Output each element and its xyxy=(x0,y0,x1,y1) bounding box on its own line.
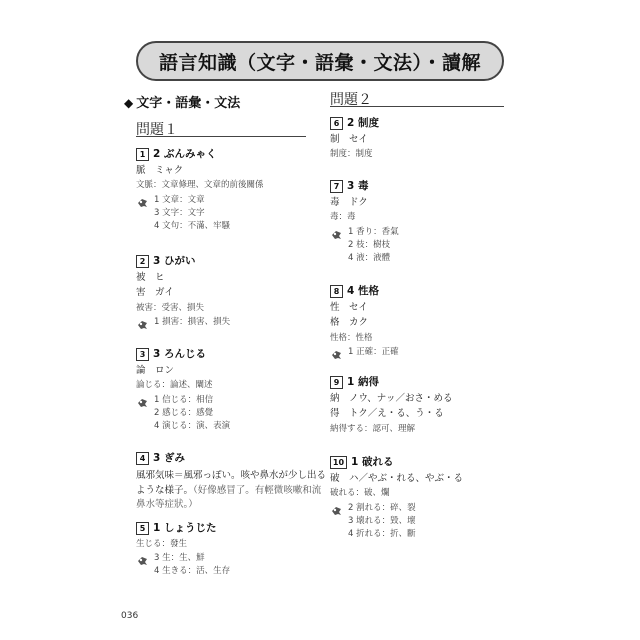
example-sentence: 風邪気味＝風邪っぽい。咳や鼻水が少し出るような様子。 xyxy=(136,470,327,496)
question-number: 9 xyxy=(330,376,343,389)
option-item: 2 割れる：碎、裂 xyxy=(348,502,416,513)
question-answer: 2 ぶんみゃく xyxy=(153,148,217,161)
question-5 xyxy=(136,522,230,580)
vocab-explanation: 論じる：論述、闡述 xyxy=(136,380,213,391)
option-item: 2 枝：樹枝 xyxy=(348,239,391,250)
question-heading xyxy=(136,522,230,535)
wrong-options xyxy=(330,503,463,543)
option-item: 3 文字：文字 xyxy=(154,207,205,218)
mondai-rule-left xyxy=(136,136,306,137)
option-item: 1 香り：香氣 xyxy=(348,226,399,237)
question-6 xyxy=(330,117,379,164)
kanji-reading: 格 カク xyxy=(330,317,369,329)
question-heading xyxy=(330,285,399,298)
wrong-options xyxy=(136,395,230,435)
question-number: 6 xyxy=(330,117,343,130)
kanji-reading: 毒 ドク xyxy=(330,197,368,208)
question-answer: 3 ろんじる xyxy=(153,348,206,361)
question-heading xyxy=(136,348,230,361)
kanji-reading: 被 ヒ xyxy=(136,272,165,283)
question-7 xyxy=(330,180,399,266)
question-heading xyxy=(330,117,379,130)
example-paragraph xyxy=(136,469,326,513)
question-heading xyxy=(136,148,264,161)
option-item: 4 文句：不滿、牢騷 xyxy=(154,220,231,231)
vocab-explanation: 毒：毒 xyxy=(330,212,356,223)
wrong-options xyxy=(330,227,399,267)
kanji-reading: 脈 ミャク xyxy=(136,165,184,176)
vocab-explanation: 文脈：文章條理、文章的前後關係 xyxy=(136,180,264,191)
question-heading xyxy=(136,255,230,268)
question-answer: 4 性格 xyxy=(347,285,379,298)
kanji-reading: 論 ロン xyxy=(136,365,175,376)
option-item: 2 感じる：感覺 xyxy=(154,407,214,418)
question-number: 10 xyxy=(330,456,347,469)
pin-icon xyxy=(136,553,150,567)
pin-icon xyxy=(330,503,344,517)
question-heading xyxy=(330,456,463,469)
vocab-explanation: 納得する：認可、理解 xyxy=(330,423,416,434)
option-item: 1 正確：正確 xyxy=(348,346,399,357)
question-1 xyxy=(136,148,264,234)
vocab-explanation: 制度：制度 xyxy=(330,149,373,160)
question-answer: 1 納得 xyxy=(347,376,379,389)
option-item: 1 文章：文章 xyxy=(154,194,205,205)
question-10 xyxy=(330,456,463,542)
question-number: 4 xyxy=(136,452,149,465)
mondai-rule-right xyxy=(330,106,504,107)
question-answer: 3 毒 xyxy=(347,180,369,193)
option-item: 3 生：生、鮮 xyxy=(154,553,205,564)
question-9 xyxy=(330,376,453,438)
wrong-options xyxy=(136,553,230,579)
pin-icon xyxy=(136,395,150,409)
pin-icon xyxy=(136,195,150,209)
question-number: 1 xyxy=(136,148,149,161)
question-heading xyxy=(136,452,326,465)
example-translation: （好像感冒了。有輕微咳嗽和流鼻水等症狀。） xyxy=(136,484,322,511)
vocab-explanation: 破れる：破、爛 xyxy=(330,488,390,499)
question-2 xyxy=(136,255,230,331)
question-8 xyxy=(330,285,399,361)
option-item: 4 生きる：活、生存 xyxy=(154,566,231,577)
option-item: 4 演じる：演、表演 xyxy=(154,420,231,431)
page-number: 036 xyxy=(121,611,139,621)
question-4 xyxy=(136,452,326,513)
question-number: 3 xyxy=(136,348,149,361)
kanji-reading: 納 ノウ、ナッ／おさ・める xyxy=(330,393,453,404)
mondai-heading-left: 問題１ xyxy=(136,122,178,138)
vocab-explanation: 被害：受害、損失 xyxy=(136,302,205,313)
wrong-options xyxy=(136,195,264,235)
option-item: 4 液：液體 xyxy=(348,252,391,263)
wrong-options xyxy=(136,317,230,331)
kanji-reading: 性 セイ xyxy=(330,302,368,313)
page-title: 語言知識（文字・語彙・文法）・讀解 xyxy=(136,41,504,81)
wrong-options xyxy=(330,347,399,361)
section-header-text: 文字・語彙・文法 xyxy=(136,96,241,111)
diamond-icon: ◆ xyxy=(124,96,134,110)
kanji-reading: 破 ハ／やぶ・れる、やぶ・る xyxy=(330,473,464,484)
question-answer: 1 しょうじた xyxy=(153,522,217,535)
option-item: 1 信じる：相信 xyxy=(154,394,214,405)
pin-icon xyxy=(330,227,344,241)
question-3 xyxy=(136,348,230,434)
question-heading xyxy=(330,180,399,193)
option-item: 3 壊れる：毀、壞 xyxy=(348,515,416,526)
option-item: 1 損害：損害、損失 xyxy=(154,316,231,327)
question-number: 2 xyxy=(136,255,149,268)
kanji-reading: 制 セイ xyxy=(330,134,368,145)
question-answer: 2 制度 xyxy=(347,117,379,130)
question-number: 7 xyxy=(330,180,343,193)
question-heading xyxy=(330,376,453,389)
pin-icon xyxy=(136,317,150,331)
question-answer: 3 ぎみ xyxy=(153,452,185,465)
vocab-explanation: 生じる：發生 xyxy=(136,539,188,549)
option-item: 4 折れる：折、斷 xyxy=(348,528,416,539)
kanji-reading: 害 ガイ xyxy=(136,287,174,299)
question-answer: 1 破れる xyxy=(351,456,394,469)
question-answer: 3 ひがい xyxy=(153,255,196,268)
kanji-reading: 得 トク／え・る、う・る xyxy=(330,408,444,420)
section-header xyxy=(124,92,240,111)
pin-icon xyxy=(330,347,344,361)
vocab-explanation: 性格：性格 xyxy=(330,332,373,343)
question-number: 5 xyxy=(136,522,149,535)
question-number: 8 xyxy=(330,285,343,298)
mondai-heading-right: 問題２ xyxy=(330,92,372,108)
